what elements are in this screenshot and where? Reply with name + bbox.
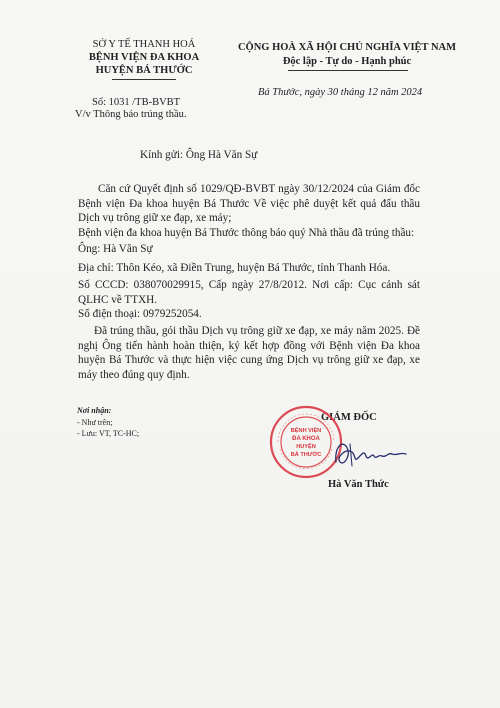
seal-text-line2: ĐA KHOA [292,436,320,442]
country-name: CỘNG HOÀ XÃ HỘI CHỦ NGHĨA VIỆT NAM [237,42,457,53]
right-header-underline [288,70,408,71]
paragraph-announcement: Bệnh viện đa khoa huyện Bá Thước thông báo quý Nhà thầu đã trúng thầu: [78,227,415,239]
paragraph-legal-basis: Căn cứ Quyết định số 1029/QĐ-BVBT ngày 30/12/2024 của Giám đốc Bệnh viện Đa khoa huyện Bá Thước Về việc phê duyệt kết quả đấu thầu Dịch vụ trông giữ xe đạp, xe máy; [78,183,420,224]
paragraph-phone: Số điện thoại: 0979252054. [78,308,202,320]
recipients-title: Nơi nhận: [77,406,112,415]
handwritten-signature [330,432,410,472]
seal-text-line1: BỆNH VIỆN [290,428,322,434]
paragraph-request: Đã trúng thầu, gói thầu Dịch vụ trông giữ xe đạp, xe máy năm 2025. Đề nghị Ông tiến hành hoàn thiện, ký kết hợp đồng với Bệnh viện Đa khoa huyện Bá Thước và thực hiện việc cung ứng Dịch vụ trông giữ xe đạp, xe máy theo đúng quy định. [78,325,420,381]
paragraph-address: Địa chỉ: Thôn Kéo, xã Điền Trung, huyện Bá Thước, tỉnh Thanh Hóa. [78,262,391,274]
signer-title: GIÁM ĐỐC [321,412,377,423]
document-number: Số: 1031 /TB-BVBT [92,97,181,108]
recipient-item: - Lưu: VT, TC-HC; [77,429,140,438]
hospital-name-line1: BỆNH VIỆN ĐA KHOA [88,52,200,63]
signer-name: Hà Văn Thức [328,479,389,490]
issue-date: Bá Thước, ngày 30 tháng 12 năm 2024 [258,87,423,98]
seal-text-line4: BÁ THƯỚC [290,452,322,458]
left-header-underline [112,79,176,80]
recipient-item: - Như trên; [77,418,113,427]
seal-text-line3: HUYỆN [296,444,316,450]
document-subject: V/v Thông báo trúng thầu. [75,109,187,120]
hospital-name-line2: HUYỆN BÁ THƯỚC [95,65,193,76]
ministry-name: SỞ Y TẾ THANH HOÁ [92,39,196,50]
signature-graphic [330,432,410,472]
greeting: Kính gửi: Ông Hà Văn Sự [140,149,258,161]
paragraph-id-card: Số CCCD: 038070029915, Cấp ngày 27/8/2012. Nơi cấp: Cục cảnh sát QLHC về TTXH. [78,279,420,306]
national-motto: Độc lập - Tự do - Hạnh phúc [282,56,412,67]
paragraph-winner-name: Ông: Hà Văn Sự [78,243,153,255]
